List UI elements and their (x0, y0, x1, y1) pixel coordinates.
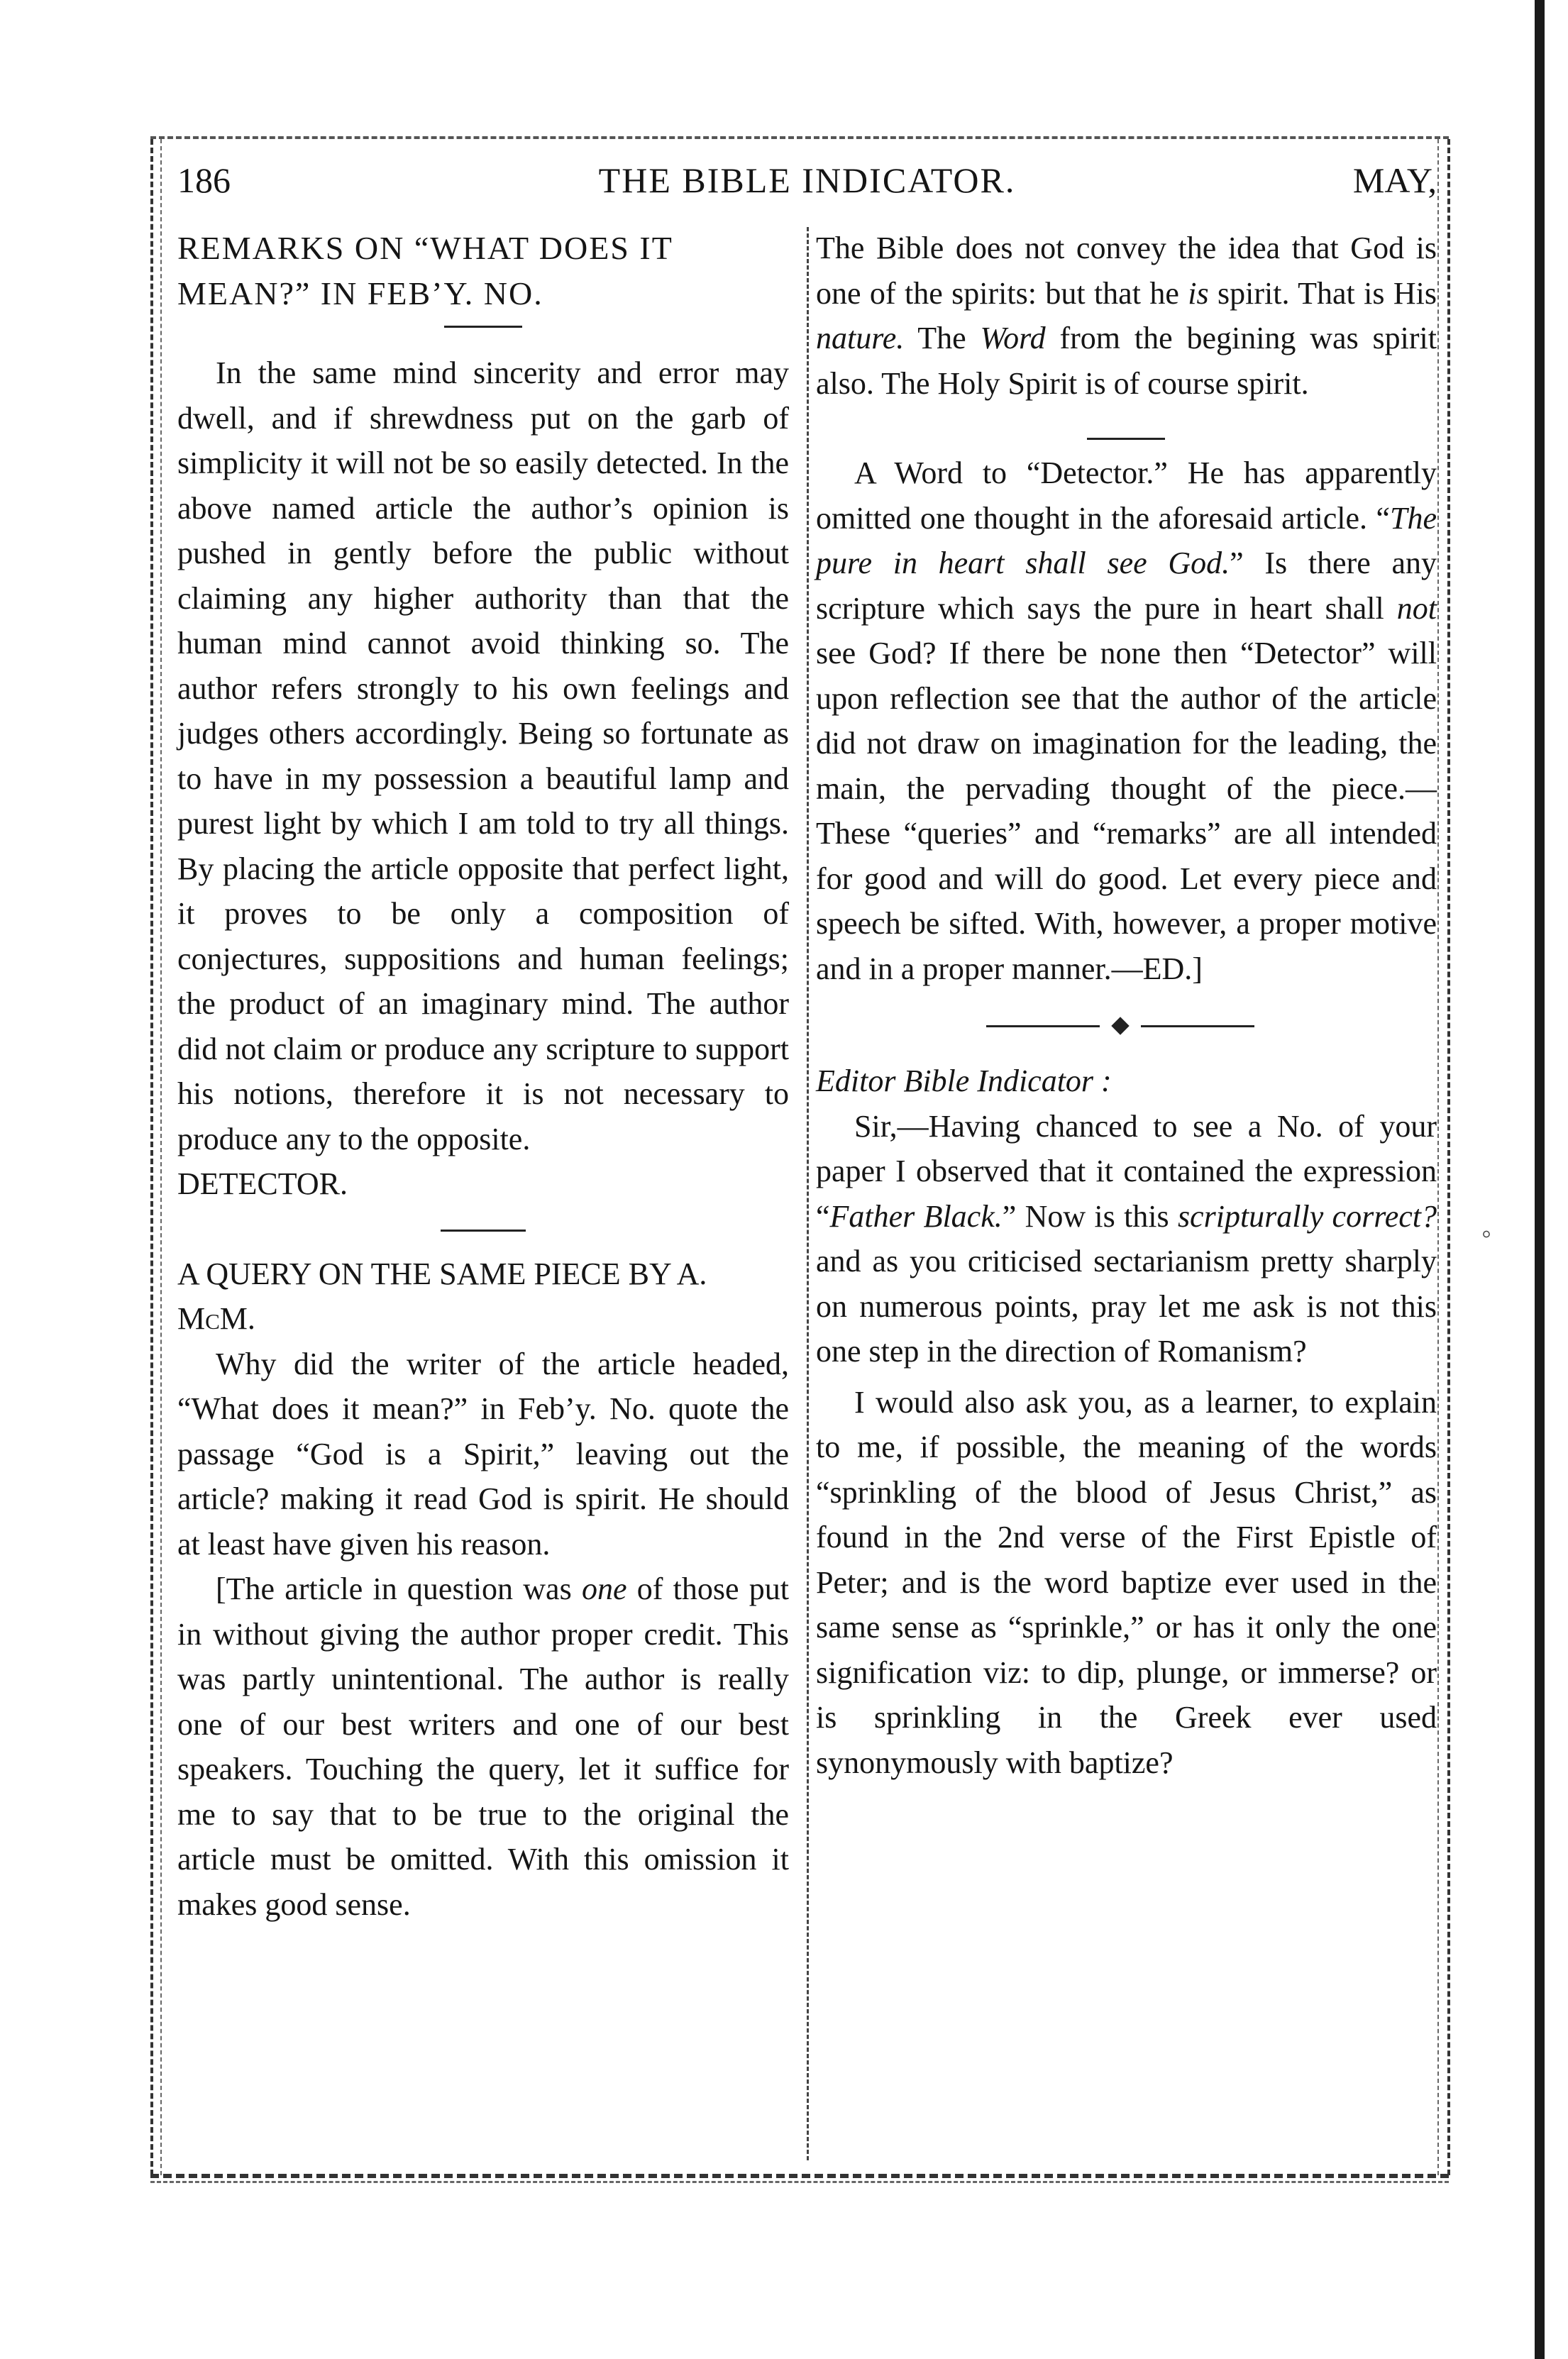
continuation-text-3: The (904, 321, 981, 355)
editor-note-emphasis: one (581, 1571, 627, 1606)
right-border-rule-inner (1437, 139, 1439, 2175)
letter-p1-text-1: Sir,—Having chanced to see a No. of your paper I observed that it contained the expression “ (816, 1108, 1437, 1234)
query-heading: A QUERY ON THE SAME PIECE BY A. McM. (177, 1256, 707, 1336)
bottom-border-rule-inner (150, 2181, 1449, 2183)
bottom-border-rule (150, 2174, 1449, 2178)
letter-p1-text-2: ” Now is this (1002, 1198, 1178, 1234)
continuation-paragraph (816, 226, 1437, 406)
word-to-detector-text-3: see God? If there be none then “Detector” will upon reflection see that the author of the article did not draw on imagination for the leading, the main, the pervading thought of the piece.— These “queries” and “remarks” are all intended for good and will do good. Let every piece and speech be sifted. With, however, a proper motive and in a proper manner.—ED.] (816, 636, 1437, 986)
issue-month: MAY, (1352, 160, 1437, 200)
left-column (177, 226, 789, 1927)
word-to-detector-emphasis: not (1396, 590, 1437, 626)
right-section-rule (1087, 438, 1165, 440)
word-to-detector-text-1: A Word to “Detector.” He has apparently omitted one thought in the aforesaid article. “ (816, 455, 1437, 536)
letter-salutation: Editor Bible Indicator : (816, 1064, 1112, 1098)
word-to-detector-text-2: ” Is there any scripture which says the pure in heart shall (816, 546, 1437, 626)
ornamental-divider (816, 991, 1437, 1059)
word-to-detector (816, 451, 1437, 991)
heading-rule (444, 326, 522, 328)
continuation-text-4: from the begining was spirit also. The Holy Spirit is of course spirit. (816, 321, 1437, 401)
right-section-rule-wrap (816, 406, 1437, 451)
article-heading-line1: REMARKS ON “WHAT DOES IT (177, 230, 673, 266)
scan-mark: ◦ (1481, 1217, 1492, 1249)
continuation-emphasis-3: Word (980, 321, 1046, 355)
publication-title: THE BIBLE INDICATOR. (598, 160, 1016, 200)
left-border-rule-inner (160, 139, 162, 2175)
letter-p1-emphasis-2: scripturally correct? (1177, 1198, 1437, 1234)
ornament-diamond (1111, 1017, 1129, 1034)
letter-p1-text-3: and as you criticised sectarianism pretty sharply on numerous points, pray let me ask is not this one step in the direction of Romanism? (816, 1244, 1437, 1369)
continuation-text-2: spirit. That is His (1208, 275, 1437, 311)
section-rule (441, 1230, 526, 1232)
section-rule-wrap (177, 1207, 789, 1252)
letter-paragraph-1 (816, 1104, 1437, 1374)
ornament-bar-left (986, 1025, 1100, 1027)
continuation-emphasis-2: nature. (816, 321, 905, 355)
article-body: In the same mind sincerity and error may dwell, and if shrewdness put on the garb of simplicity it will not be so easily detected. In the above named article the author’s opinion is pushed in gently before the public without claiming any higher authority than that the human mind cannot avoid thinking so. The author refers strongly to his own feelings and judges others accordingly. Being so fortunate as to have in my possession a beautiful lamp and purest light by which I am told to try all things. By placing the article opposite that perfect light, it proves to be only a composition of conjectures, suppositions and human feelings; the product of an imaginary mind. The author did not claim or produce any scripture to support his notions, therefore it is not necessary to produce any to the opposite. (177, 355, 789, 1156)
word-to-detector-quote: The pure in heart shall see God. (816, 500, 1437, 580)
column-divider (807, 227, 809, 2160)
top-border-rule (150, 136, 1449, 139)
editor-note (177, 1567, 789, 1927)
letter-p1-emphasis-1: Father Black. (829, 1198, 1003, 1234)
query-body: Why did the writer of the article headed, “What does it mean?” in Feb’y. No. quote the passage “God is a Spirit,” leaving out the article? making it read God is spirit. He should at least have given his reason. (177, 1346, 789, 1562)
article-signature: DETECTOR. (177, 1166, 348, 1201)
binding-edge (1535, 0, 1545, 2359)
page-number: 186 (177, 160, 231, 200)
ornament-bar-right (1141, 1025, 1254, 1027)
right-column (816, 226, 1437, 1785)
article-heading-line2: MEAN?” IN FEB’Y. NO. (177, 275, 543, 311)
editor-note-text-2: of those put in without giving the author proper credit. This was partly unintentional. The author is really one of our best writers and one of our best speakers. Touching the query, let it suffice for me to say that to be true to the original the article must be omitted. With this omission it makes good sense. (177, 1571, 789, 1922)
continuation-text-1: The Bible does not convey the idea that God is one of the spirits: but that he (816, 231, 1437, 311)
continuation-emphasis-1: is (1188, 275, 1209, 311)
heading-rule-wrap (177, 316, 789, 360)
right-border-rule (1447, 139, 1450, 2175)
left-border-rule (150, 139, 153, 2175)
letter-paragraph-2: I would also ask you, as a learner, to explain to me, if possible, the meaning of the words “sprinkling of the blood of Jesus Christ,” as found in the 2nd verse of the First Epistle of Peter; and is the word baptize ever used in the same sense as “sprinkle,” or has it only the one signification viz: to dip, plunge, or immerse? or is sprinkling in the Greek ever used synonymously with baptize? (816, 1384, 1437, 1780)
editor-note-text-1: [The article in question was (216, 1571, 582, 1606)
running-header (177, 160, 1437, 209)
